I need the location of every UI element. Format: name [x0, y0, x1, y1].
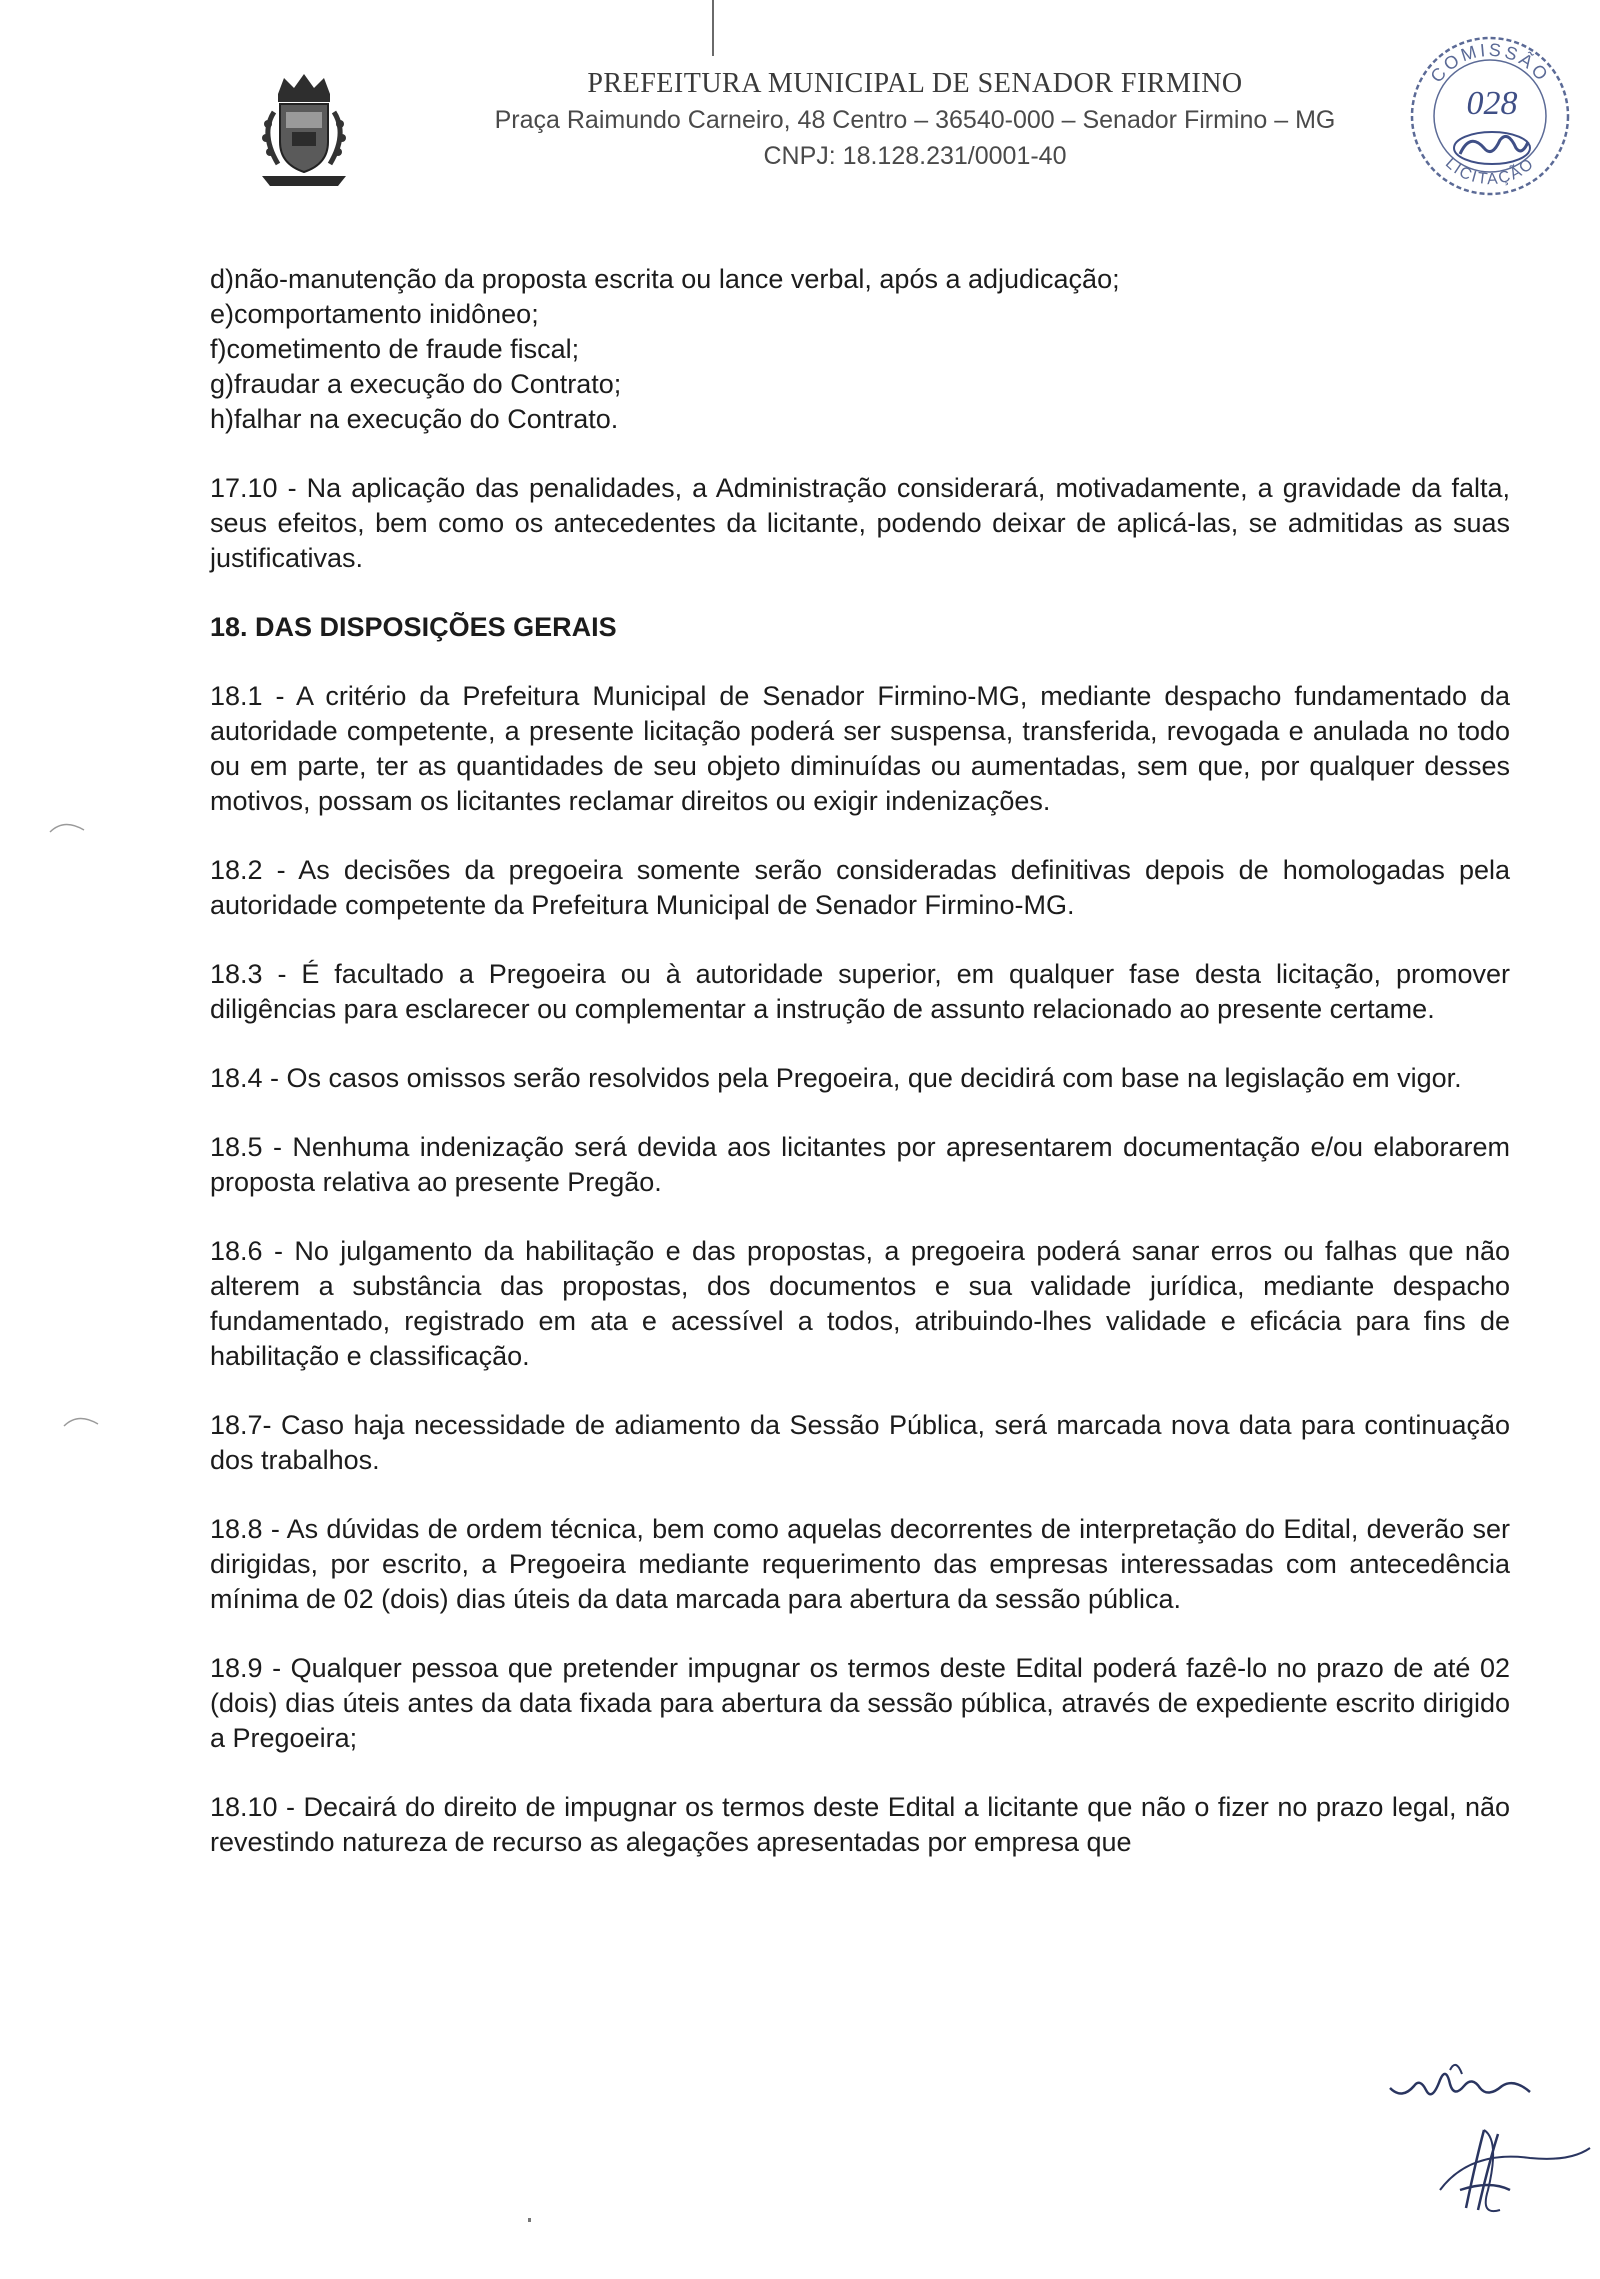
paragraph-18-2: 18.2 - As decisões da pregoeira somente serão consideradas definitivas depois de homologadas pela autoridade competente da Prefeitura Municipal de Senador Firmino-MG.	[210, 855, 1510, 920]
seal-page-number: 028	[1466, 85, 1518, 122]
paragraph-18-9: 18.9 - Qualquer pessoa que pretender impugnar os termos deste Edital poderá fazê-lo no prazo de até 02 (dois) dias úteis antes da data fixada para abertura da sessão pública, através de expediente escrito dirigido a Pregoeira;	[210, 1653, 1510, 1753]
list-item: e)comportamento inidôneo;	[210, 299, 539, 329]
org-name: PREFEITURA MUNICIPAL DE SENADOR FIRMINO	[587, 68, 1243, 99]
paragraph-18-5: 18.5 - Nenhuma indenização será devida aos licitantes por apresentarem documentação e/ou elaborarem proposta relativa ao presente Pregão.	[210, 1132, 1510, 1197]
municipal-crest-icon	[248, 72, 360, 192]
org-cnpj: CNPJ: 18.128.231/0001-40	[763, 142, 1067, 170]
paragraph-18-4: 18.4 - Os casos omissos serão resolvidos pela Pregoeira, que decidirá com base na legislação em vigor.	[210, 1063, 1462, 1093]
handwritten-signature-icon	[1380, 2040, 1600, 2240]
paragraph-18-1: 18.1 - A critério da Prefeitura Municipal de Senador Firmino-MG, mediante despacho fundamentado da autoridade competente, a presente licitação poderá ser suspensa, transferida, revogada e anulada no todo ou em parte, ter as quantidades de seu objeto diminuídas ou aumentadas, sem que, por qualquer desses motivos, possam os licitantes reclamar direitos ou exigir indenizações.	[210, 681, 1510, 816]
scan-dot	[528, 2218, 531, 2222]
commission-stamp-icon	[1400, 24, 1580, 204]
letterhead	[420, 66, 1410, 174]
section-title: 18. DAS DISPOSIÇÕES GERAIS	[210, 612, 617, 642]
margin-mark	[48, 816, 88, 836]
svg-text:COMISSÃO	[1426, 40, 1553, 87]
list-item: f)cometimento de fraude fiscal;	[210, 334, 580, 364]
list-item: g)fraudar a execução do Contrato;	[210, 369, 622, 399]
paragraph-18-6: 18.6 - No julgamento da habilitação e das propostas, a pregoeira poderá sanar erros ou falhas que não alterem a substância das propostas, dos documentos e sua validade jurídica, mediante despacho fundamentado, registrado em ata e acessível a todos, atribuindo-lhes validade e eficácia para fins de habilitação e classificação.	[210, 1236, 1510, 1371]
margin-mark	[62, 1410, 102, 1430]
seal-top-text: COMISSÃO	[1426, 39, 1554, 87]
svg-text:LICITAÇÃO	[1442, 155, 1538, 188]
paragraph-17-10: 17.10 - Na aplicação das penalidades, a Administração considerará, motivadamente, a gravidade da falta, seus efeitos, bem como os antecedentes da licitante, podendo deixar de aplicá-las, se admitidas as suas justificativas.	[210, 473, 1510, 573]
paragraph-18-10: 18.10 - Decairá do direito de impugnar os termos deste Edital a licitante que não o fizer no prazo legal, não revestindo natureza de recurso as alegações apresentadas por empresa que	[210, 1792, 1510, 1857]
paragraph-18-7: 18.7- Caso haja necessidade de adiamento da Sessão Pública, será marcada nova data para continuação dos trabalhos.	[210, 1410, 1510, 1475]
org-address: Praça Raimundo Carneiro, 48 Centro – 36540-000 – Senador Firmino – MG	[494, 106, 1336, 134]
scan-mark-line	[712, 0, 714, 56]
paragraph-18-8: 18.8 - As dúvidas de ordem técnica, bem como aquelas decorrentes de interpretação do Edital, deverão ser dirigidas, por escrito, a Pregoeira mediante requerimento das empresas interessadas com antecedência mínima de 02 (dois) dias úteis da data marcada para abertura da sessão pública.	[210, 1514, 1510, 1614]
seal-bottom-text: LICITAÇÃO	[1441, 154, 1539, 189]
document-body	[210, 262, 1510, 1894]
list-item: d)não-manutenção da proposta escrita ou lance verbal, após a adjudicação;	[210, 264, 1120, 294]
paragraph-18-3: 18.3 - É facultado a Pregoeira ou à autoridade superior, em qualquer fase desta licitação, promover diligências para esclarecer ou complementar a instrução de assunto relacionado ao presente certame.	[210, 959, 1510, 1024]
list-item: h)falhar na execução do Contrato.	[210, 404, 619, 434]
